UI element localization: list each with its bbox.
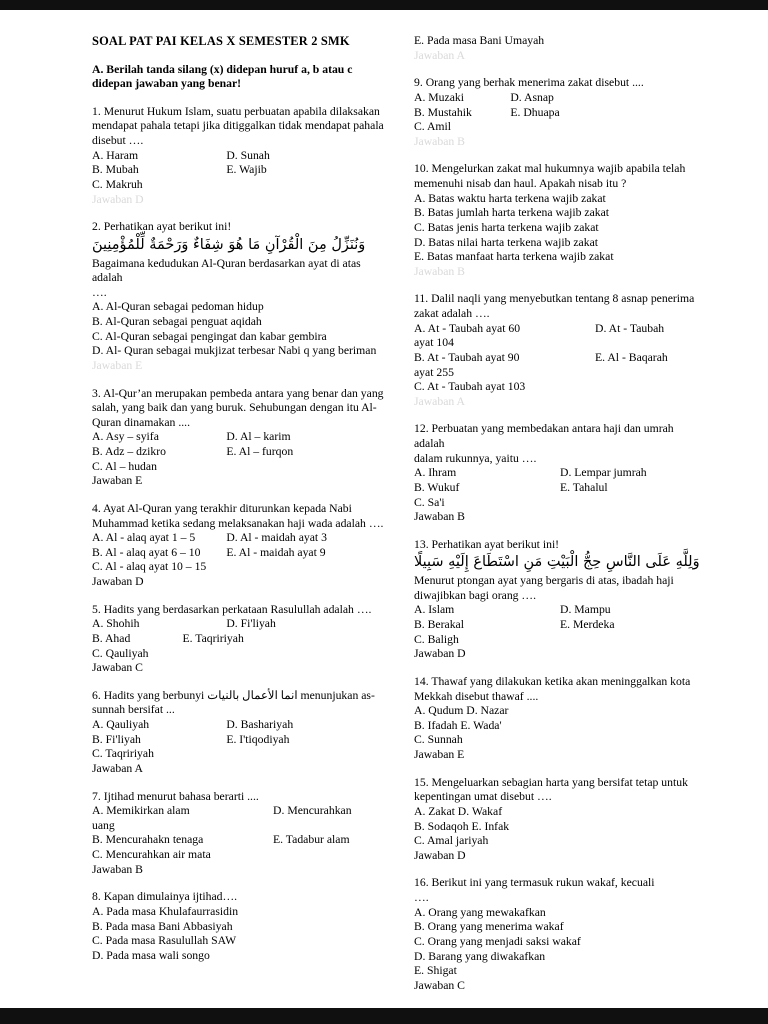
answer-text: Jawaban B [92,862,143,876]
answer-text: Jawaban B [414,510,465,524]
arabic-verse: وَلِلَّهِ عَلَى النَّاسِ حِجُّ الْبَيْتِ مَنِ اسْتَطَاعَ إِلَيْهِ سَبِيلًا [414,554,700,571]
question-text: C. Amal jariyah [414,834,489,848]
question-text: C. Batas jenis harta terkena wajib zakat [414,220,599,234]
option-row [92,445,384,460]
option-left: B. Mubah [92,163,139,177]
option-row [92,149,384,164]
question-text: D. Batas nilai harta terkena wajib zakat [414,235,598,249]
option-right: D. Sunah [226,148,270,162]
question-block [92,689,384,777]
right-column [414,34,706,1006]
question-text: ayat 104 [414,336,454,350]
option-left: B. Al - alaq ayat 6 – 10 [92,545,201,559]
question-text: A. Orang yang mewakafkan [414,905,546,919]
option-row [414,618,706,633]
question-text: A. Qudum D. Nazar [414,704,509,718]
question-text: E. Pada masa Bani Umayah [414,34,545,47]
option-row [92,632,384,647]
question-text: 9. Orang yang berhak menerima zakat disebut .... [414,76,644,90]
option-left: A. Memikirkan alam [92,804,190,818]
question-block [414,422,706,524]
document-page [0,10,768,1016]
continuation-block [414,34,706,63]
question-text: E. Batas manfaat harta terkena wajib zakat [414,250,614,264]
question-text: 6. Hadits yang berbunyi انما الأعمال بالنيات menunjukan as-sunnah bersifat ... [92,688,375,717]
option-right: E. Dhuapa [510,105,560,119]
answer-text: Jawaban C [414,978,465,992]
title-block [92,34,384,50]
option-left: A. Shohih [92,617,140,631]
question-block [92,105,384,207]
option-right: D. Fi'liyah [226,617,276,631]
question-text: 16. Berikut ini yang termasuk rukun wakaf, kecuali [414,876,655,890]
question-text: C. At - Taubah ayat 103 [414,380,526,394]
option-right: D. Al - maidah ayat 3 [226,531,327,545]
question-text: ayat 255 [414,365,454,379]
question-text: 5. Hadits yang berdasarkan perkataan Rasulullah adalah …. [92,602,372,616]
question-text: B. Orang yang menerima wakaf [414,920,564,934]
answer-text: Jawaban E [92,474,143,488]
question-block [92,890,384,963]
answer-text: Jawaban D [92,575,144,588]
question-text: B. Ifadah E. Wada' [414,718,502,732]
question-text: D. Al- Quran sebagai mukjizat terbesar Nabi q yang beriman [92,344,377,358]
option-right: D. Mencurahkan [273,804,352,818]
option-left: A. Al - alaq ayat 1 – 5 [92,531,196,545]
question-text: A. Pada masa Khulafaurrasidin [92,904,239,918]
answer-text: Jawaban E [414,748,465,761]
exam-title: SOAL PAT PAI KELAS X SEMESTER 2 SMK [92,34,350,48]
option-left: B. Mencurahakn tenaga [92,833,204,847]
question-text: A. Batas waktu harta terkena wajib zakat [414,191,606,205]
option-left: A. Asy – syifa [92,430,159,444]
question-block [414,876,706,993]
option-row [92,804,384,819]
question-block [92,603,384,676]
answer-text: Jawaban D [414,647,466,661]
question-block [414,675,706,763]
option-row [414,603,706,618]
option-left: A. Islam [414,603,455,617]
option-row [414,351,706,366]
question-block [92,790,384,878]
option-row [92,531,384,546]
question-text: dalam rukunnya, yaitu …. [414,451,537,465]
option-row [414,481,706,496]
option-right: E. Al – furqon [226,445,294,458]
question-text: 13. Perhatikan ayat berikut ini! [414,537,560,551]
question-text: diwajibkan bagi orang …. [414,588,537,602]
question-text: E. Shigat [414,964,457,978]
question-text: D. Barang yang diwakafkan [414,949,546,963]
option-row [414,322,706,337]
answer-text: Jawaban A [414,48,465,62]
question-text: Menurut ptongan ayat yang bergaris di atas, ibadah haji [414,574,674,588]
question-text: C. Baligh [414,632,459,646]
answer-text: Jawaban D [92,192,144,206]
question-text: B. Batas jumlah harta terkena wajib zakat [414,206,610,220]
option-right: D. Al – karim [226,430,291,444]
question-text: …. [414,891,429,904]
option-left: A. At - Taubah ayat 60 [414,321,521,335]
option-right: D. Lempar jumrah [560,466,647,480]
option-row [414,106,706,121]
question-text: D. Pada masa wali songo [92,948,210,962]
question-text: 12. Perbuatan yang membedakan antara haji dan umrah adalah [414,422,674,450]
answer-text: Jawaban B [414,134,465,148]
option-left: A. Qauliyah [92,718,150,731]
question-text: B. Pada masa Bani Abbasiyah [92,919,233,933]
option-right: D. Asnap [510,90,554,104]
question-text: C. Qauliyah [92,646,149,660]
question-text: 4. Ayat Al-Quran yang terakhir diturunkan kepada Nabi Muhammad ketika sedang melaksanakan haji wada adalah …. [92,501,384,530]
question-text: 15. Mengeluarkan sebagian harta yang bersifat tetap untuk kepentingan umat disebut …. [414,775,688,804]
option-row [92,833,384,848]
answer-text: Jawaban A [414,394,465,408]
question-text: C. Sunnah [414,733,463,747]
question-text: …. [92,285,107,299]
question-text: B. Sodaqoh E. Infak [414,819,510,833]
question-block [414,292,706,409]
answer-text: Jawaban C [92,661,143,675]
option-row [92,617,384,632]
question-text: A. Al-Quran sebagai pedoman hidup [92,300,264,314]
option-row [92,733,384,748]
option-right: E. Merdeka [560,618,615,631]
question-text: C. Pada masa Rasulullah SAW [92,934,237,948]
option-right: E. Al - Baqarah [595,350,668,364]
question-text: 10. Mengelurkan zakat mal hukumnya wajib apabila telah memenuhi nisab dan haul. Apakah nisab itu ? [414,162,686,190]
question-text: C. Amil [414,120,452,134]
question-text: C. Sa'i [414,495,445,509]
option-left: B. Fi'liyah [92,732,141,746]
question-text: Bagaimana kedudukan Al-Quran berdasarkan ayat di atas adalah [92,256,361,285]
question-text: 14. Thawaf yang dilakukan ketika akan meninggalkan kota Mekkah disebut thawaf .... [414,674,691,703]
option-right: E. Al - maidah ayat 9 [226,545,326,559]
option-left: A. Ihram [414,466,457,480]
option-right: E. I'tiqodiyah [226,732,290,746]
question-text: C. Al-Quran sebagai pengingat dan kabar gembira [92,329,327,343]
left-column [92,34,384,1006]
question-text: C. Makruh [92,177,143,191]
question-text: 2. Perhatikan ayat berikut ini! [92,220,232,234]
option-left: B. Mustahik [414,105,472,119]
option-left: A. Muzaki [414,90,464,104]
question-text: B. Al-Quran sebagai penguat aqidah [92,315,262,328]
question-block [92,502,384,590]
answer-text: Jawaban E [92,358,143,372]
question-text: C. Orang yang menjadi saksi wakaf [414,934,581,948]
question-text: 1. Menurut Hukum Islam, suatu perbuatan apabila dilaksakan mendapat pahala tetapi jika ditiggalkan tidak mendapat pahala disebut …. [92,104,384,147]
question-text: uang [92,818,115,832]
question-text: C. Taqririyah [92,747,154,761]
question-block [414,776,706,864]
viewer-top-bar [0,0,768,10]
question-block [414,538,706,662]
option-row [92,546,384,561]
option-right: E. Wajib [226,163,267,177]
option-right: E. Tahalul [560,480,608,494]
question-block [414,162,706,279]
option-left: B. Ahad [92,631,131,645]
option-right: D. Bashariyah [226,718,294,731]
option-right: E. Tadabur alam [273,833,350,847]
instruction-block [92,63,384,92]
instruction-text: A. Berilah tanda silang (x) didepan huruf a, b atau c didepan jawaban yang benar! [92,62,353,91]
question-text: A. Zakat D. Wakaf [414,804,503,818]
option-right: E. Taqririyah [182,631,244,645]
question-block [414,76,706,149]
option-left: B. Wukuf [414,480,460,494]
option-left: B. Berakal [414,618,464,631]
question-text: C. Al - alaq ayat 10 – 15 [92,560,207,574]
option-left: B. At - Taubah ayat 90 [414,350,520,364]
option-right: D. Mampu [560,603,611,617]
option-row [92,430,384,445]
answer-text: Jawaban B [414,264,465,278]
answer-text: Jawaban A [92,761,143,775]
option-row [92,163,384,178]
option-right: D. At - Taubah [595,321,665,335]
option-left: A. Haram [92,148,139,162]
question-block [92,220,384,373]
question-text: 7. Ijtihad menurut bahasa berarti .... [92,789,259,803]
question-text: 8. Kapan dimulainya ijtihad…. [92,890,238,904]
option-row [414,91,706,106]
option-row [92,718,384,733]
option-left: B. Adz – dzikro [92,445,167,458]
option-row [414,466,706,481]
question-block [92,387,384,489]
viewer-bottom-bar [0,1008,768,1024]
question-text: 3. Al-Qur’an merupakan pembeda antara yang benar dan yang salah, yang baik dan yang buruk. Sehubungan dengan itu Al- Quran dinamakan .... [92,386,384,429]
arabic-verse: وَنُنَزِّلُ مِنَ الْقُرْآنِ مَا هُوَ شِفَاءٌ وَرَحْمَةٌ لِّلْمُؤْمِنِينَ [92,236,366,253]
question-text: 11. Dalil naqli yang menyebutkan tentang 8 asnap penerima zakat adalah …. [414,292,695,320]
question-text: C. Mencurahkan air mata [92,848,211,861]
question-text: C. Al – hudan [92,459,157,473]
answer-text: Jawaban D [414,848,466,862]
